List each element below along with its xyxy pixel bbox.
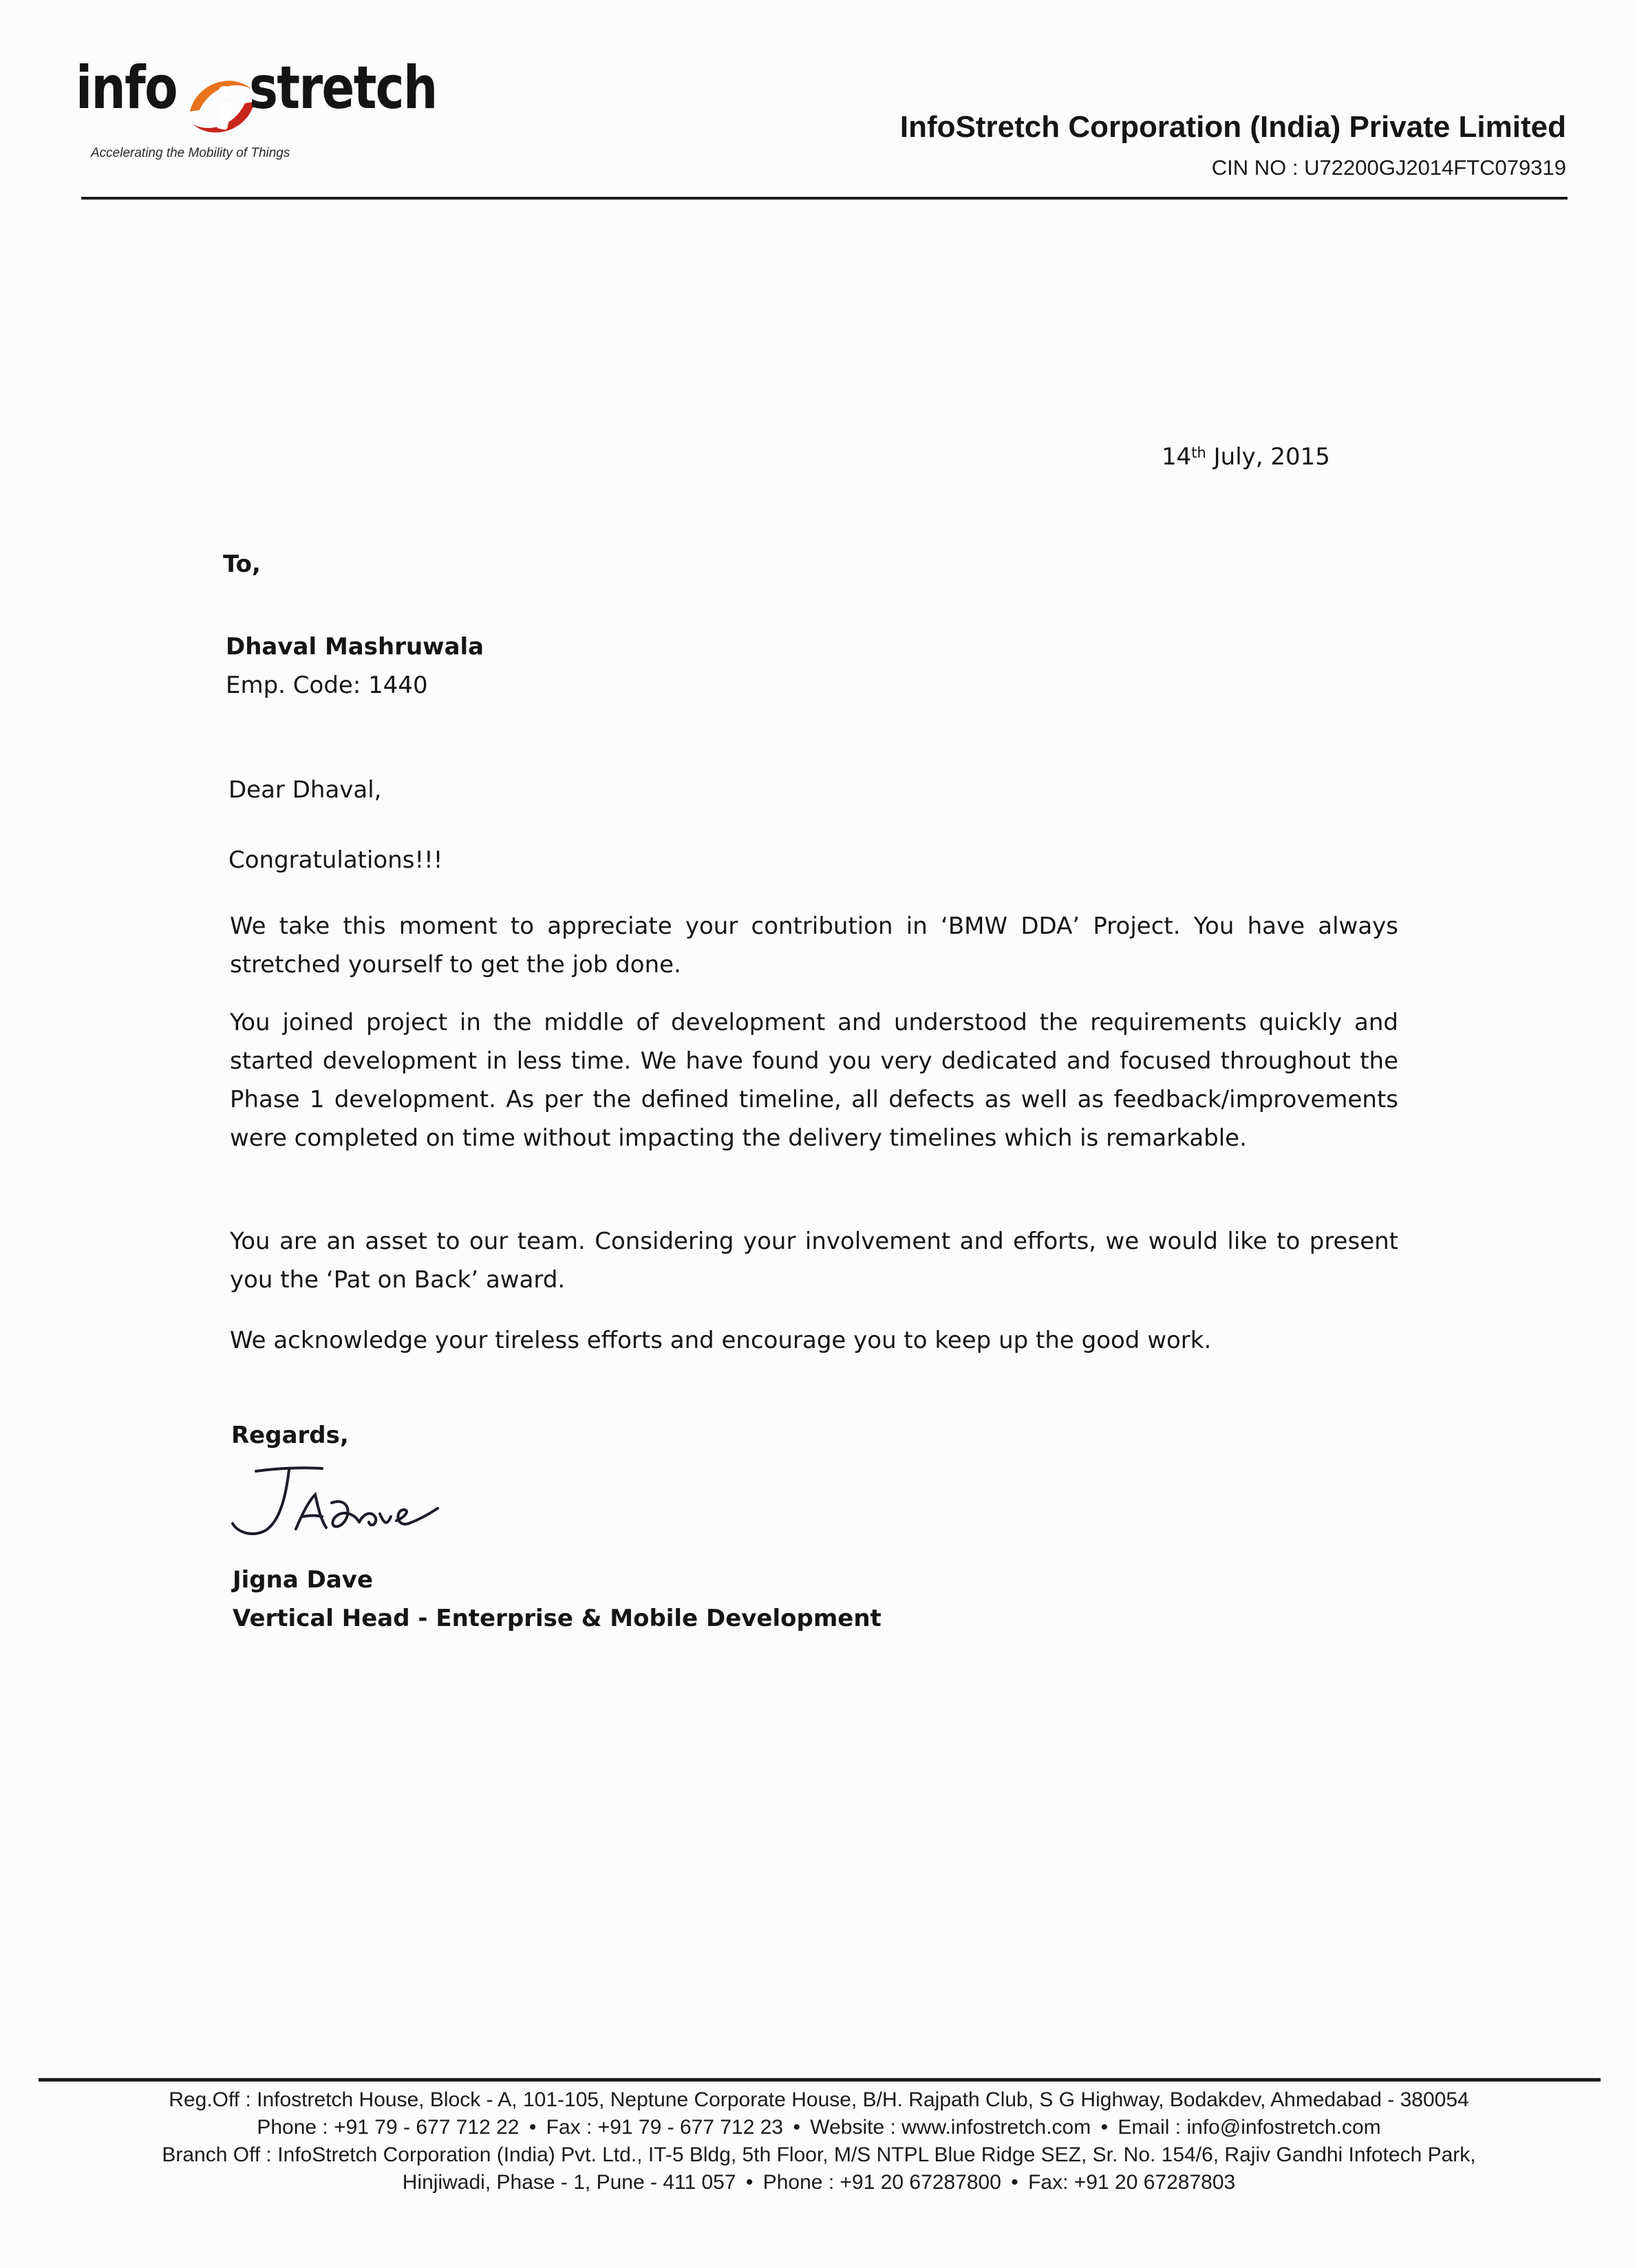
date-rest: July, 2015 <box>1206 443 1330 471</box>
letter-date <box>1162 438 1330 476</box>
recipient-block <box>226 628 484 705</box>
footer-bullet: • <box>1011 2171 1018 2194</box>
footer-branch-fax: Fax: +91 20 67287803 <box>1028 2171 1236 2194</box>
paragraph-1: We take this moment to appreciate your contribution in ‘BMW DDA’ Project. You have always stretched yourself to get the job done. <box>230 912 1398 978</box>
footer-bullet: • <box>1100 2116 1109 2139</box>
date-suffix: th <box>1191 445 1206 461</box>
footer-branch-phone: Phone : +91 20 67287800 <box>762 2171 1001 2194</box>
paragraph-3: You are an asset to our team. Considering your involvement and efforts, we would like to present you the ‘Pat on Back’ award. <box>230 1228 1398 1294</box>
footer-website: Website : www.infostretch.com <box>810 2116 1091 2139</box>
footer-email: Email : info@infostretch.com <box>1118 2116 1381 2139</box>
signer-block <box>233 1561 881 1638</box>
signer-title: Vertical Head - Enterprise & Mobile Development <box>233 1605 881 1632</box>
footer-divider <box>39 2078 1601 2082</box>
recipient-name: Dhaval Mashruwala <box>226 633 484 661</box>
footer-branch-address: Hinjiwadi, Phase - 1, Pune - 411 057 <box>402 2171 736 2194</box>
paragraph-2: You joined project in the middle of development and understood the requirements quickly and started development in less time. We have found you very dedicated and focused throughout the Phase 1 development. As per the defined timeline, all defects as well as feedback/improvements were completed on time without impacting the delivery timelines which is remarkable. <box>230 1009 1398 1152</box>
company-logo <box>76 54 437 178</box>
footer-branch-office: Branch Off : InfoStretch Corporation (India) Pvt. Ltd., IT-5 Bldg, 5th Floor, M/S NTPL Blue Ridge SEZ, Sr. No. 154/6, Rajiv Gandhi Infotech Park, <box>162 2143 1476 2166</box>
cin-number: CIN NO : U72200GJ2014FTC079319 <box>1211 156 1566 180</box>
to-label: To, <box>223 550 261 578</box>
employee-code: Emp. Code: 1440 <box>226 672 428 699</box>
logo-word-stretch: stretch <box>249 54 437 122</box>
footer-bullet: • <box>528 2116 537 2139</box>
footer <box>28 2086 1610 2196</box>
footer-contact-line <box>28 2114 1610 2141</box>
closing: Regards, <box>231 1422 349 1449</box>
footer-reg-office: Reg.Off : Infostretch House, Block - A, 101-105, Neptune Corporate House, B/H. Rajpath Club, S G Highway, Bodakdev, Ahmedabad - 380054 <box>169 2088 1469 2111</box>
footer-branch-line <box>28 2169 1610 2196</box>
greeting: Congratulations!!! <box>228 846 443 874</box>
logo-word-info: info <box>76 54 177 122</box>
paragraph-4: We acknowledge your tireless efforts and encourage you to keep up the good work. <box>230 1327 1212 1354</box>
footer-fax: Fax : +91 79 - 677 712 23 <box>546 2116 784 2139</box>
header-divider <box>81 197 1568 200</box>
logo-tagline: Accelerating the Mobility of Things <box>91 146 290 160</box>
handwritten-signature <box>200 1459 447 1548</box>
date-day: 14 <box>1162 443 1192 471</box>
salutation: Dear Dhaval, <box>228 776 382 804</box>
signer-name: Jigna Dave <box>233 1566 374 1594</box>
footer-bullet: • <box>745 2171 754 2194</box>
footer-bullet: • <box>793 2116 800 2139</box>
company-name: InfoStretch Corporation (India) Private Limited <box>899 110 1566 144</box>
footer-phone: Phone : +91 79 - 677 712 22 <box>257 2116 520 2139</box>
